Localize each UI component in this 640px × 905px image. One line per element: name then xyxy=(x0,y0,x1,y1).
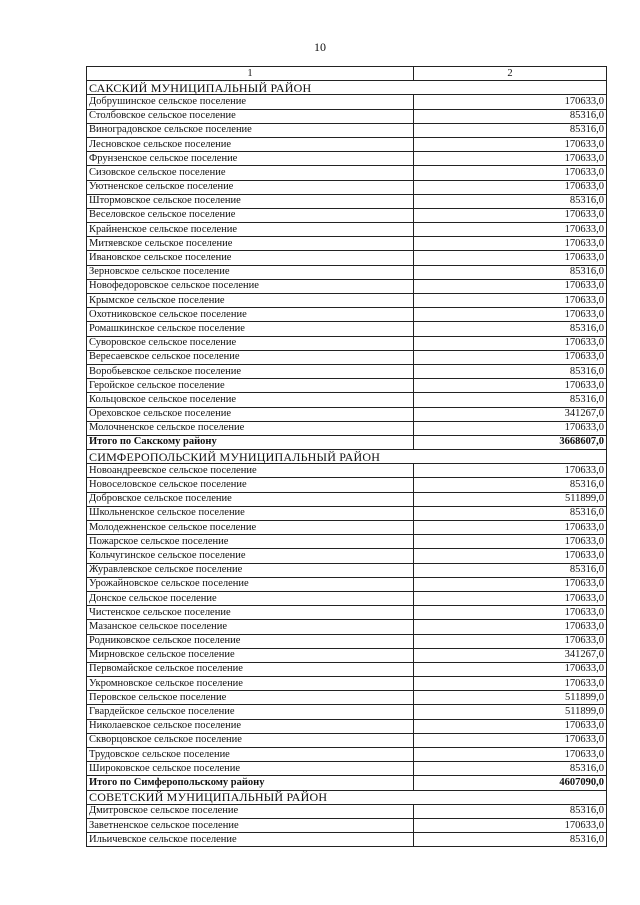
settlement-row xyxy=(87,606,607,620)
settlement-name: Воробьевское сельское поселение xyxy=(87,364,414,378)
settlement-amount: 170633,0 xyxy=(414,521,607,535)
settlement-amount: 170633,0 xyxy=(414,166,607,180)
settlement-amount: 170633,0 xyxy=(414,577,607,591)
district-total-row xyxy=(87,435,607,449)
settlement-name: Широковское сельское поселение xyxy=(87,762,414,776)
table-body xyxy=(87,67,607,847)
settlement-name: Уютненское сельское поселение xyxy=(87,180,414,194)
settlement-amount: 170633,0 xyxy=(414,379,607,393)
settlement-amount: 85316,0 xyxy=(414,364,607,378)
district-header-row xyxy=(87,790,607,804)
settlement-amount: 85316,0 xyxy=(414,478,607,492)
settlement-name: Штормовское сельское поселение xyxy=(87,194,414,208)
district-total-label: Итого по Сакскому району xyxy=(87,435,414,449)
settlement-row xyxy=(87,577,607,591)
settlement-row xyxy=(87,833,607,847)
settlement-name: Заветненское сельское поселение xyxy=(87,818,414,832)
settlement-name: Дмитровское сельское поселение xyxy=(87,804,414,818)
settlement-row xyxy=(87,648,607,662)
settlement-amount: 170633,0 xyxy=(414,279,607,293)
settlement-amount: 170633,0 xyxy=(414,208,607,222)
settlement-name: Перовское сельское поселение xyxy=(87,691,414,705)
settlement-amount: 170633,0 xyxy=(414,95,607,109)
settlement-row xyxy=(87,506,607,520)
page-number: 10 xyxy=(314,40,326,54)
settlement-name: Родниковское сельское поселение xyxy=(87,634,414,648)
district-total-label: Итого по Симферопольскому району xyxy=(87,776,414,790)
settlement-amount: 85316,0 xyxy=(414,563,607,577)
settlement-row xyxy=(87,265,607,279)
settlement-amount: 341267,0 xyxy=(414,648,607,662)
settlement-name: Новоселовское сельское поселение xyxy=(87,478,414,492)
settlement-name: Суворовское сельское поселение xyxy=(87,336,414,350)
settlement-row xyxy=(87,350,607,364)
settlement-amount: 170633,0 xyxy=(414,606,607,620)
settlement-row xyxy=(87,109,607,123)
settlement-amount: 170633,0 xyxy=(414,237,607,251)
settlement-amount: 170633,0 xyxy=(414,591,607,605)
settlement-name: Фрунзенское сельское поселение xyxy=(87,152,414,166)
column-header-1: 1 xyxy=(87,67,414,81)
settlement-name: Укромновское сельское поселение xyxy=(87,677,414,691)
settlement-name: Новофедоровское сельское поселение xyxy=(87,279,414,293)
settlement-amount: 170633,0 xyxy=(414,180,607,194)
settlement-row xyxy=(87,251,607,265)
district-header-row xyxy=(87,81,607,95)
settlement-row xyxy=(87,393,607,407)
settlement-amount: 85316,0 xyxy=(414,109,607,123)
settlement-row xyxy=(87,379,607,393)
settlement-amount: 170633,0 xyxy=(414,549,607,563)
settlement-name: Митяевское сельское поселение xyxy=(87,237,414,251)
district-total-amount: 3668607,0 xyxy=(414,435,607,449)
settlement-amount: 170633,0 xyxy=(414,535,607,549)
settlement-row xyxy=(87,677,607,691)
settlement-row xyxy=(87,137,607,151)
settlement-amount: 170633,0 xyxy=(414,251,607,265)
settlement-amount: 170633,0 xyxy=(414,350,607,364)
settlement-name: Зерновское сельское поселение xyxy=(87,265,414,279)
settlement-name: Гвардейское сельское поселение xyxy=(87,705,414,719)
settlement-row xyxy=(87,237,607,251)
settlement-name: Крымское сельское поселение xyxy=(87,294,414,308)
settlement-name: Пожарское сельское поселение xyxy=(87,535,414,549)
settlement-row xyxy=(87,662,607,676)
district-header-row xyxy=(87,450,607,464)
settlement-amount: 170633,0 xyxy=(414,137,607,151)
settlement-name: Молодежненское сельское поселение xyxy=(87,521,414,535)
settlement-row xyxy=(87,464,607,478)
settlement-row xyxy=(87,478,607,492)
settlement-row xyxy=(87,208,607,222)
settlement-row xyxy=(87,223,607,237)
settlement-row xyxy=(87,294,607,308)
settlement-name: Молочненское сельское поселение xyxy=(87,421,414,435)
settlement-amount: 85316,0 xyxy=(414,506,607,520)
settlement-row xyxy=(87,591,607,605)
settlement-name: Урожайновское сельское поселение xyxy=(87,577,414,591)
settlement-amount: 85316,0 xyxy=(414,123,607,137)
settlement-amount: 85316,0 xyxy=(414,322,607,336)
settlement-amount: 170633,0 xyxy=(414,818,607,832)
settlement-name: Ореховское сельское поселение xyxy=(87,407,414,421)
settlement-name: Столбовское сельское поселение xyxy=(87,109,414,123)
settlement-amount: 170633,0 xyxy=(414,634,607,648)
settlement-row xyxy=(87,620,607,634)
settlement-amount: 341267,0 xyxy=(414,407,607,421)
settlement-amount: 170633,0 xyxy=(414,748,607,762)
settlement-name: Добровское сельское поселение xyxy=(87,492,414,506)
settlement-amount: 170633,0 xyxy=(414,152,607,166)
settlement-amount: 170633,0 xyxy=(414,677,607,691)
settlement-name: Кольцовское сельское поселение xyxy=(87,393,414,407)
settlement-name: Донское сельское поселение xyxy=(87,591,414,605)
settlement-amount: 170633,0 xyxy=(414,733,607,747)
settlement-row xyxy=(87,748,607,762)
settlement-amount: 85316,0 xyxy=(414,833,607,847)
settlement-name: Школьненское сельское поселение xyxy=(87,506,414,520)
settlement-amount: 170633,0 xyxy=(414,421,607,435)
settlement-name: Мирновское сельское поселение xyxy=(87,648,414,662)
settlement-row xyxy=(87,336,607,350)
settlement-name: Ивановское сельское поселение xyxy=(87,251,414,265)
settlement-row xyxy=(87,804,607,818)
settlement-amount: 170633,0 xyxy=(414,336,607,350)
settlement-amount: 170633,0 xyxy=(414,464,607,478)
settlement-name: Скворцовское сельское поселение xyxy=(87,733,414,747)
settlement-name: Добрушинское сельское поселение xyxy=(87,95,414,109)
settlement-row xyxy=(87,123,607,137)
settlement-name: Новоандреевское сельское поселение xyxy=(87,464,414,478)
settlement-name: Вересаевское сельское поселение xyxy=(87,350,414,364)
district-total-row xyxy=(87,776,607,790)
settlement-amount: 170633,0 xyxy=(414,223,607,237)
settlement-amount: 85316,0 xyxy=(414,265,607,279)
settlement-name: Крайненское сельское поселение xyxy=(87,223,414,237)
settlement-row xyxy=(87,634,607,648)
settlement-row xyxy=(87,705,607,719)
settlement-row xyxy=(87,322,607,336)
settlement-amount: 85316,0 xyxy=(414,804,607,818)
settlement-row xyxy=(87,95,607,109)
settlement-row xyxy=(87,549,607,563)
column-header-2: 2 xyxy=(414,67,607,81)
settlement-amount: 511899,0 xyxy=(414,492,607,506)
district-title: СОВЕТСКИЙ МУНИЦИПАЛЬНЫЙ РАЙОН xyxy=(87,790,607,804)
settlement-row xyxy=(87,733,607,747)
settlement-row xyxy=(87,152,607,166)
settlement-row xyxy=(87,166,607,180)
settlement-row xyxy=(87,818,607,832)
settlement-amount: 170633,0 xyxy=(414,662,607,676)
settlement-name: Виноградовское сельское поселение xyxy=(87,123,414,137)
settlement-name: Охотниковское сельское поселение xyxy=(87,308,414,322)
settlement-amount: 511899,0 xyxy=(414,691,607,705)
settlement-amount: 170633,0 xyxy=(414,308,607,322)
settlement-name: Ильичевское сельское поселение xyxy=(87,833,414,847)
district-total-amount: 4607090,0 xyxy=(414,776,607,790)
table-header-row xyxy=(87,67,607,81)
settlement-row xyxy=(87,563,607,577)
settlement-name: Мазанское сельское поселение xyxy=(87,620,414,634)
settlement-name: Кольчугинское сельское поселение xyxy=(87,549,414,563)
settlement-name: Николаевское сельское поселение xyxy=(87,719,414,733)
settlement-name: Журавлевское сельское поселение xyxy=(87,563,414,577)
district-title: САКСКИЙ МУНИЦИПАЛЬНЫЙ РАЙОН xyxy=(87,81,607,95)
settlement-amount: 85316,0 xyxy=(414,194,607,208)
settlement-row xyxy=(87,308,607,322)
settlement-amount: 85316,0 xyxy=(414,762,607,776)
settlement-row xyxy=(87,407,607,421)
settlement-amount: 170633,0 xyxy=(414,294,607,308)
settlement-name: Ромашкинское сельское поселение xyxy=(87,322,414,336)
settlement-name: Геройское сельское поселение xyxy=(87,379,414,393)
settlement-name: Веселовское сельское поселение xyxy=(87,208,414,222)
settlement-row xyxy=(87,279,607,293)
settlement-name: Сизовское сельское поселение xyxy=(87,166,414,180)
settlement-amount: 170633,0 xyxy=(414,719,607,733)
settlement-amount: 511899,0 xyxy=(414,705,607,719)
settlement-row xyxy=(87,180,607,194)
settlement-name: Первомайское сельское поселение xyxy=(87,662,414,676)
settlement-row xyxy=(87,421,607,435)
district-title: СИМФЕРОПОЛЬСКИЙ МУНИЦИПАЛЬНЫЙ РАЙОН xyxy=(87,450,607,464)
settlement-amount: 85316,0 xyxy=(414,393,607,407)
allocation-table xyxy=(86,66,607,847)
settlement-row xyxy=(87,535,607,549)
settlement-row xyxy=(87,691,607,705)
settlement-name: Лесновское сельское поселение xyxy=(87,137,414,151)
settlement-row xyxy=(87,364,607,378)
settlement-row xyxy=(87,194,607,208)
settlement-name: Чистенское сельское поселение xyxy=(87,606,414,620)
settlement-name: Трудовское сельское поселение xyxy=(87,748,414,762)
settlement-row xyxy=(87,719,607,733)
settlement-row xyxy=(87,762,607,776)
settlement-row xyxy=(87,521,607,535)
settlement-row xyxy=(87,492,607,506)
settlement-amount: 170633,0 xyxy=(414,620,607,634)
